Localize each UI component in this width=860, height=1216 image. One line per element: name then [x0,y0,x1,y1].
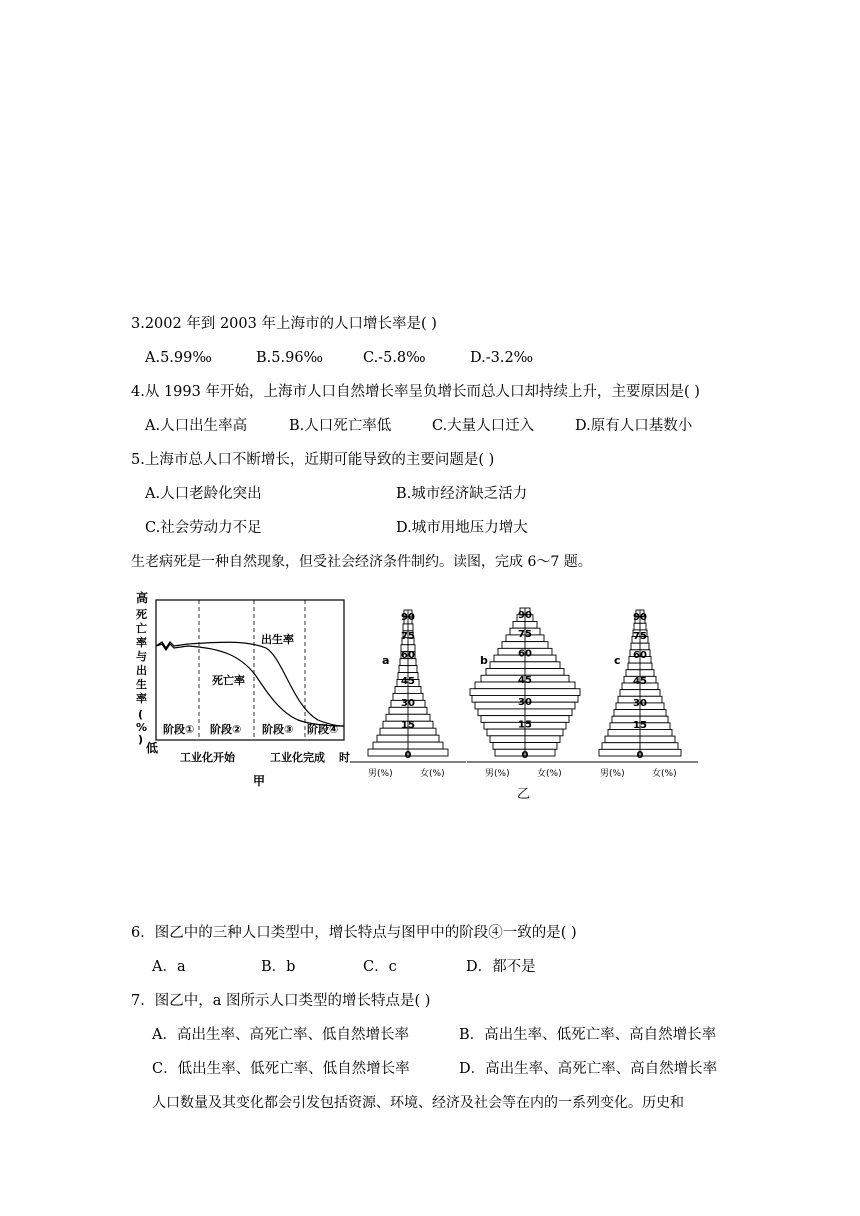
pyramid-age-label: 90 [633,611,647,623]
question-4-stem: 4.从 1993 年开始，上海市人口自然增长率呈负增长而总人口却持续上升，主要原因是( ) [131,384,700,400]
pyramid-b [467,608,583,779]
pyramid-age-label: 75 [518,629,532,641]
pyramid-age-label: 90 [401,611,415,623]
death-rate-label: 死亡率 [212,674,245,687]
y-axis-label [136,607,147,746]
svg-text:与: 与 [136,650,147,663]
pyramid-age-label: 0 [521,750,529,761]
pyramid-age-label: 60 [518,648,532,660]
question-7-stem: 7．图乙中，a 图所示人口类型的增长特点是( ) [131,993,431,1009]
pyramid-id-label: a [382,654,390,667]
q5-option-b[interactable]: B.城市经济缺乏活力 [396,486,528,502]
stage-2-label: 阶段② [210,723,242,736]
y-axis-low: 低 [146,741,159,755]
q6-option-d[interactable]: D．都不是 [466,959,536,975]
pyramid-age-label: 90 [518,609,532,621]
pyramid-age-label: 45 [633,676,647,688]
male-percent-label: 男(%) [600,769,625,779]
pyramid-age-label: 0 [404,750,412,761]
male-percent-label: 男(%) [485,769,510,779]
q3-option-c[interactable]: C.-5.8‰ [363,350,426,366]
trailing-paragraph: 人口数量及其变化都会引发包括资源、环境、经济及社会等在内的一系列变化。历史和 [152,1095,684,1111]
pyramid-age-label: 0 [636,750,644,761]
question-3-stem: 3.2002 年到 2003 年上海市的人口增长率是( ) [131,316,437,332]
pyramid-age-label: 30 [518,697,532,709]
x-label-time: 时 [339,751,350,764]
pyramid-age-label: 15 [518,719,532,731]
q3-option-d[interactable]: D.-3.2‰ [470,350,534,366]
q4-option-a[interactable]: A.人口出生率高 [145,418,248,434]
q5-option-c[interactable]: C.社会劳动力不足 [145,520,262,536]
q6-option-a[interactable]: A．a [152,959,186,975]
svg-text:): ) [138,733,144,746]
stage-4-label: 阶段④ [307,723,339,736]
q7-option-c[interactable]: C．低出生率、低死亡率、低自然增长率 [152,1061,410,1077]
figure-jia-yi [128,588,748,808]
caption-yi: 乙 [517,787,531,802]
birth-rate-label: 出生率 [261,633,294,646]
q4-option-c[interactable]: C.大量人口迁入 [432,418,535,434]
question-6-stem: 6．图乙中的三种人口类型中，增长特点与图甲中的阶段④一致的是( ) [131,925,577,941]
svg-text:死: 死 [136,608,147,621]
pyramid-age-label: 30 [401,697,415,709]
death-rate-line [156,644,344,726]
pyramid-age-label: 15 [633,719,647,731]
svg-text:率: 率 [136,692,147,705]
question-5-stem: 5.上海市总人口不断增长，近期可能导致的主要问题是( ) [131,452,495,468]
q7-option-b[interactable]: B．高出生率、低死亡率、高自然增长率 [459,1027,717,1043]
y-axis-high: 高 [136,591,149,605]
q7-option-d[interactable]: D．高出生率、高死亡率、高自然增长率 [459,1061,718,1077]
pyramid-age-label: 15 [401,719,415,731]
svg-text:率: 率 [136,636,147,649]
stage-1-label: 阶段① [163,723,195,736]
q4-option-d[interactable]: D.原有人口基数小 [575,418,693,434]
q3-option-b[interactable]: B.5.96‰ [256,350,324,366]
figure-jia [136,590,350,788]
q7-option-a[interactable]: A．高出生率、高死亡率、低自然增长率 [152,1027,409,1043]
pyramid-age-label: 75 [401,630,415,642]
q6-option-c[interactable]: C．c [363,959,397,975]
x-label-industrialization-start: 工业化开始 [180,751,235,764]
q4-option-b[interactable]: B.人口死亡率低 [289,418,392,434]
svg-text:生: 生 [136,678,147,691]
caption-jia: 甲 [253,774,266,788]
q3-option-a[interactable]: A.5.99‰ [145,350,212,366]
pyramid-age-label: 45 [401,676,415,688]
svg-text:(: ( [138,708,144,721]
q6-option-b[interactable]: B．b [261,959,296,975]
birth-rate-line [156,642,344,726]
svg-text:出: 出 [136,664,147,677]
female-percent-label: 女(%) [652,769,677,779]
q5-option-d[interactable]: D.城市用地压力增大 [396,520,528,536]
svg-text:%: % [136,721,148,734]
svg-text:亡: 亡 [136,622,147,635]
pyramid-age-label: 75 [633,630,647,642]
female-percent-label: 女(%) [420,769,445,779]
pyramid-c [582,610,698,779]
pyramid-id-label: b [480,654,488,667]
intro-questions-6-7: 生老病死是一种自然现象，但受社会经济条件制约。读图，完成 6～7 题。 [131,554,592,570]
female-percent-label: 女(%) [537,769,562,779]
pyramid-age-label: 60 [401,649,415,661]
pyramid-id-label: c [614,654,621,667]
pyramid-a [350,610,466,779]
pyramid-age-label: 45 [518,675,532,687]
x-label-industrialization-complete: 工业化完成 [270,751,325,764]
pyramid-age-label: 30 [633,697,647,709]
q5-option-a[interactable]: A.人口老龄化突出 [145,486,262,502]
male-percent-label: 男(%) [368,769,393,779]
pyramid-age-label: 60 [633,649,647,661]
stage-3-label: 阶段③ [262,723,294,736]
